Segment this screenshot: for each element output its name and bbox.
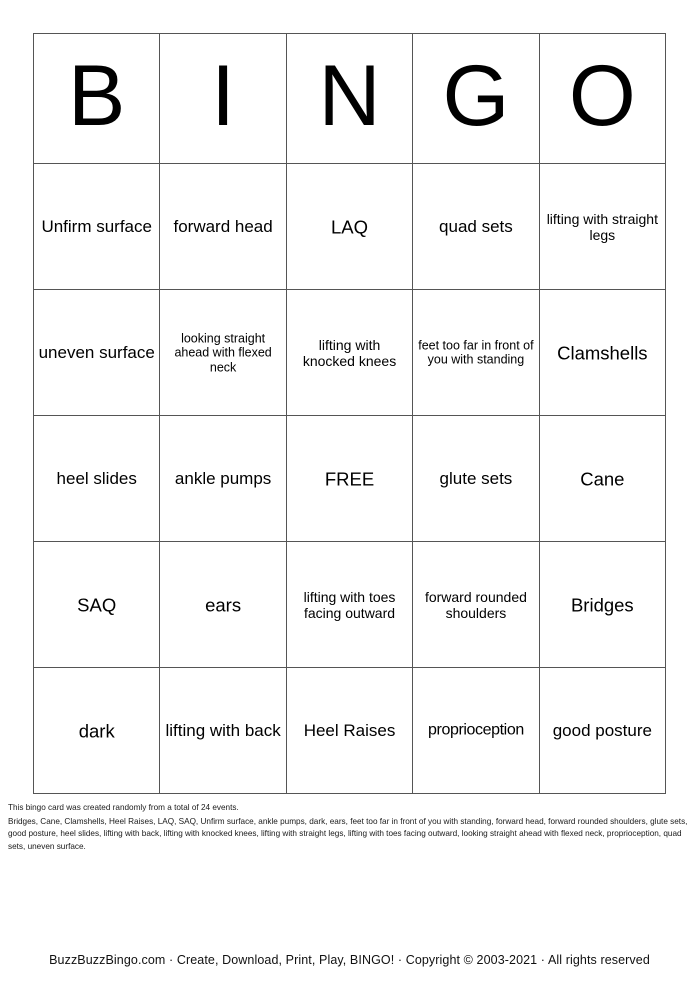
event-list-items: Bridges, Cane, Clamshells, Heel Raises, LAQ, SAQ, Unfirm surface, ankle pumps, dark, ears, feet too far in front of you with standing, forward head, forward rounded shoulders, glute sets, good posture, heel slides, lifting with back, lifting with knocked knees, lifting with straight legs, lifting with toes facing outward, looking straight ahead with flexed neck, proprioception, quad sets, uneven surface. — [8, 816, 688, 852]
bingo-cell-o4[interactable] — [540, 542, 666, 668]
bingo-cell-g3[interactable] — [413, 416, 539, 542]
bingo-cell-label: Unfirm surface — [41, 216, 152, 236]
bingo-row-5 — [34, 668, 666, 794]
bingo-cell-label: Bridges — [570, 593, 634, 615]
bingo-cell-label: ears — [205, 593, 242, 615]
bingo-cell-free[interactable] — [287, 416, 413, 542]
bingo-cell-label: dark — [78, 719, 115, 741]
event-list-intro: This bingo card was created randomly from a total of 24 events. — [8, 803, 239, 812]
bingo-cell-label: heel slides — [56, 468, 137, 488]
bingo-cell-n4[interactable] — [287, 542, 413, 668]
bingo-cell-b4[interactable] — [34, 542, 160, 668]
bingo-cell-label: looking straight ahead with flexed neck — [174, 330, 272, 374]
bingo-cell-b5[interactable] — [34, 668, 160, 794]
bingo-row-2 — [34, 290, 666, 416]
bingo-cell-g4[interactable] — [413, 542, 539, 668]
bingo-cell-label: uneven surface — [38, 342, 155, 362]
bingo-header-letter-i: I — [160, 34, 286, 164]
bingo-cell-label: SAQ — [77, 593, 117, 615]
site-copyright-footer: BuzzBuzzBingo.com · Create, Download, Print, Play, BINGO! · Copyright © 2003-2021 · All rights reserved — [49, 953, 650, 967]
bingo-cell-o5[interactable] — [540, 668, 666, 794]
bingo-cell-label: ankle pumps — [174, 468, 272, 488]
bingo-row-1 — [34, 164, 666, 290]
bingo-card-grid — [33, 33, 666, 794]
bingo-free-space-label: FREE — [324, 467, 375, 489]
bingo-cell-i4[interactable] — [160, 542, 286, 668]
bingo-cell-b2[interactable] — [34, 290, 160, 416]
bingo-cell-i3[interactable] — [160, 416, 286, 542]
bingo-header-row — [34, 34, 666, 164]
bingo-cell-o2[interactable] — [540, 290, 666, 416]
bingo-cell-label: feet too far in front of you with standing — [418, 338, 534, 367]
bingo-cell-label: lifting with straight legs — [546, 210, 658, 243]
bingo-cell-label: good posture — [552, 720, 652, 740]
bingo-cell-label: glute sets — [439, 468, 513, 488]
bingo-cell-g5[interactable] — [413, 668, 539, 794]
bingo-cell-i1[interactable] — [160, 164, 286, 290]
bingo-cell-g1[interactable] — [413, 164, 539, 290]
bingo-header-letter-g: G — [413, 34, 539, 164]
bingo-row-3 — [34, 416, 666, 542]
bingo-header-letter-n: N — [287, 34, 413, 164]
bingo-cell-label: Clamshells — [557, 341, 648, 363]
bingo-cell-i5[interactable] — [160, 668, 286, 794]
bingo-cell-label: quad sets — [439, 216, 513, 236]
bingo-cell-label: forward head — [173, 216, 273, 236]
bingo-cell-n1[interactable] — [287, 164, 413, 290]
bingo-cell-label: Heel Raises — [303, 720, 396, 740]
bingo-cell-n5[interactable] — [287, 668, 413, 794]
bingo-cell-label: lifting with toes facing outward — [303, 588, 396, 621]
bingo-cell-n2[interactable] — [287, 290, 413, 416]
bingo-cell-b3[interactable] — [34, 416, 160, 542]
bingo-row-4 — [34, 542, 666, 668]
bingo-cell-label: Cane — [580, 467, 625, 489]
bingo-cell-label: lifting with knocked knees — [302, 336, 397, 369]
bingo-cell-o1[interactable] — [540, 164, 666, 290]
bingo-cell-label: lifting with back — [165, 720, 281, 740]
bingo-header-letter-o: O — [540, 34, 666, 164]
bingo-cell-g2[interactable] — [413, 290, 539, 416]
event-list-block — [8, 802, 691, 854]
bingo-cell-o3[interactable] — [540, 416, 666, 542]
bingo-cell-label: LAQ — [331, 215, 369, 237]
bingo-cell-label: proprioception — [428, 721, 524, 739]
bingo-cell-b1[interactable] — [34, 164, 160, 290]
bingo-header-letter-b: B — [34, 34, 160, 164]
bingo-cell-label: forward rounded shoulders — [424, 588, 527, 621]
bingo-cell-i2[interactable] — [160, 290, 286, 416]
